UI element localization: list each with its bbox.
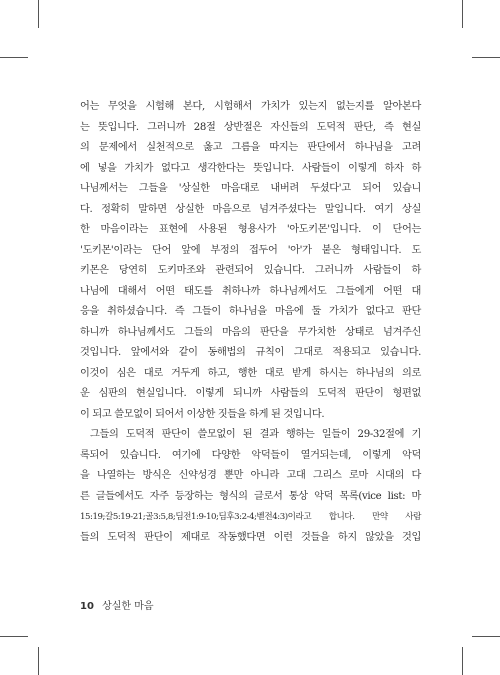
paragraph-end-line: 이 되고 쓸모없이 되어서 이상한 짓들을 하게 된 것입니다. <box>80 408 325 420</box>
text-line: 운 심판의 현실입니다. 이렇게 되니까 사람들의 도덕적 판단이 형편없 <box>80 388 421 399</box>
crop-mark-bottom-right-vertical <box>462 647 463 675</box>
running-title: 상실한 마음 <box>102 601 154 612</box>
text-line: 다. 정확히 말하면 상실한 마음으로 넘겨주셨다는 말입니다. 여기 상실 <box>80 203 421 215</box>
paragraph-start-line: 그들의 도덕적 판단이 쓸모없이 된 결과 행하는 일들이 29-32절에 기 <box>90 429 421 440</box>
crop-mark-bottom-right-horizontal <box>472 636 500 637</box>
page-number: 10 <box>80 601 94 612</box>
text-line: 것입니다. 앞에서와 같이 동해법의 규칙이 그대로 적용되고 있습니다. <box>80 347 421 358</box>
text-line: '도키몬'이라는 단어 앞에 부정의 접두어 '아'가 붙은 형태입니다. 도 <box>80 244 421 256</box>
text-line: 에 넣을 가치가 없다고 생각한다는 뜻입니다. 사람들이 이렇게 하자 하 <box>80 162 421 174</box>
crop-mark-bottom-left-vertical <box>38 647 39 675</box>
text-line: 는 뜻입니다. 그러니까 28절 상반절은 자신들의 도덕적 판단, 즉 현실 <box>80 121 421 133</box>
text-line: 어는 무엇을 시험해 본다, 시험해서 가치가 있는지 없는지를 알아본다 <box>80 101 421 112</box>
text-line: 하니까 하나님께서도 그들의 마음의 판단을 무가치한 상태로 넘겨주신 <box>80 326 421 338</box>
crop-mark-top-left-horizontal <box>0 57 28 58</box>
text-line: 나님께서는 그들을 '상실한 마음대로 내버려 두셨다'고 되어 있습니 <box>80 183 421 194</box>
crop-mark-top-right-horizontal <box>472 57 500 58</box>
text-line: 을 나열하는 방식은 신약성경 뿐만 아니라 고대 그리스 로마 시대의 다 <box>80 470 421 481</box>
text-line: 이것이 심은 대로 거두게 하고, 행한 대로 받게 하시는 하나님의 의로 <box>80 367 421 379</box>
crop-mark-top-left-vertical <box>38 0 39 28</box>
scripture-reference-line: 15:19;갈5:19-21;골3:5,8;딤전1:9-10;딤후3:2-4;벧전4:3)이라고 합니다. 만약 사람 <box>80 512 421 522</box>
crop-mark-bottom-left-horizontal <box>0 636 28 637</box>
text-line: 른 글들에서도 자주 등장하는 형식의 글로서 통상 악덕 목록(vice list: 마 <box>80 490 421 502</box>
text-line: 응을 취하셨습니다. 즉 그들이 하나님을 마음에 둘 가치가 없다고 판단 <box>80 306 421 317</box>
text-line: 한 마음이라는 표현에 사용된 형용사가 '아도키몬'입니다. 이 단어는 <box>80 224 421 235</box>
text-line: 의 문제에서 실천적으로 옳고 그름을 따지는 판단에서 하나님을 고려 <box>80 142 421 153</box>
crop-mark-top-right-vertical <box>462 0 463 28</box>
text-line: 들의 도덕적 판단이 제대로 작동했다면 이런 것들을 하지 않았을 것입 <box>80 531 421 543</box>
text-line: 키몬은 당연히 도키마조와 관련되어 있습니다. 그러니까 사람들이 하 <box>80 265 421 276</box>
text-line: 록되어 있습니다. 여기에 다양한 악덕들이 열거되는데, 이렇게 악덕 <box>80 449 421 461</box>
text-line: 나님에 대해서 어떤 태도를 취하나까 하나님께서도 그들에게 어떤 대 <box>80 285 421 297</box>
body-text <box>80 97 421 548</box>
page-footer <box>80 597 154 612</box>
